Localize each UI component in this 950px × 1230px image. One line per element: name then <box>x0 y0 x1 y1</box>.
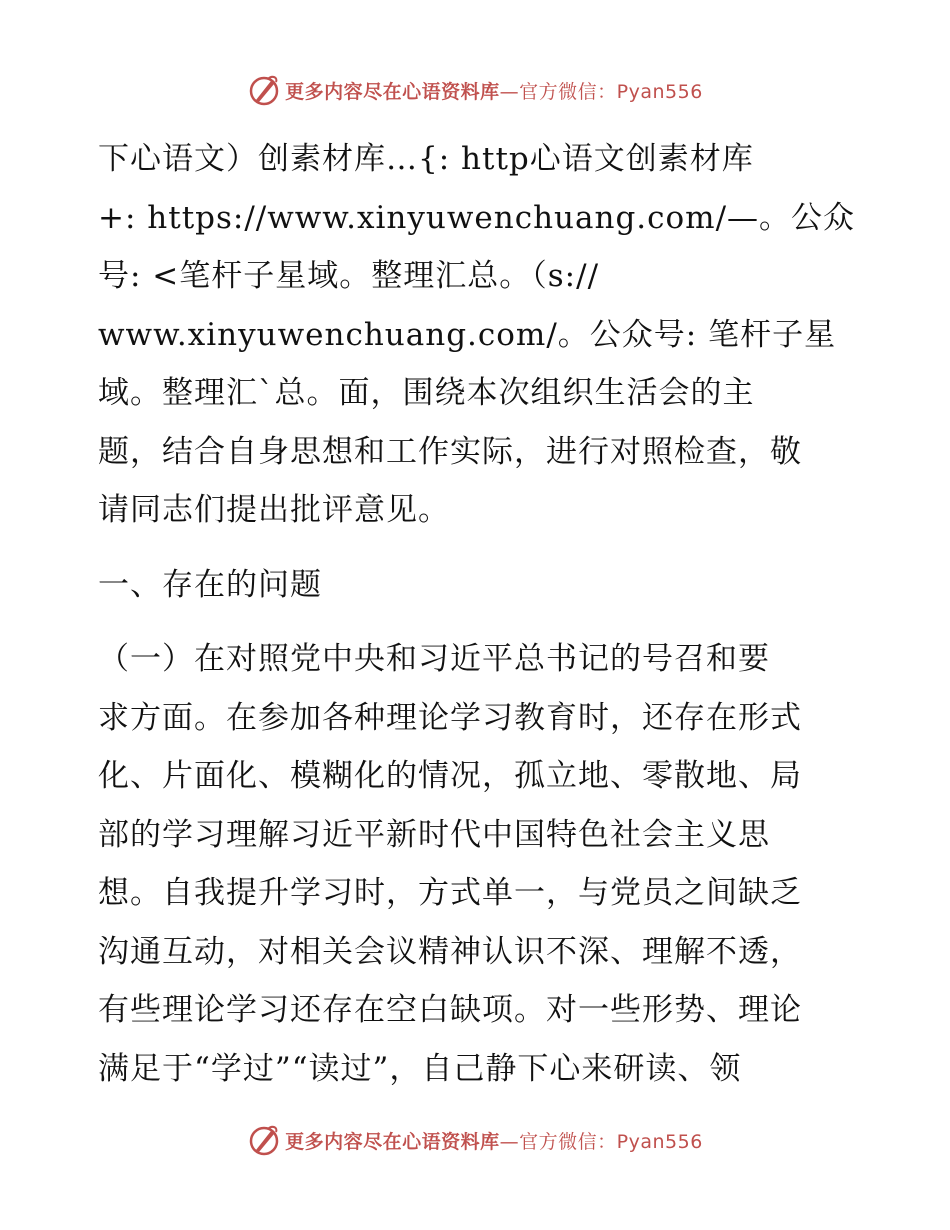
section-line: 满足于“学过”“读过”，自己静下心来研读、领 <box>98 1050 742 1087</box>
body-line: 域。整理汇`总。面，围绕本次组织生活会的主 <box>98 375 755 411</box>
section-line: 有些理论学习还存在空白缺项。对一些形势、理论 <box>98 992 802 1028</box>
body-line: 下心语文）创素材库…{: http心语文创素材库 <box>98 141 754 177</box>
section-line: 部的学习理解习近平新时代中国特色社会主义思 <box>98 816 770 853</box>
section-heading: 一、存在的问题 <box>98 566 322 603</box>
section-line: （一）在对照党中央和习近平总书记的号召和要 <box>98 641 770 677</box>
body-line: 请同志们提出批评意见。 <box>98 492 450 528</box>
pen-circle-logo-icon <box>247 73 281 107</box>
body-line: 题，结合自身思想和工作实际，进行对照检查，敬 <box>98 433 802 470</box>
section-line: 求方面。在参加各种理论学习教育时，还存在形式 <box>98 699 802 736</box>
header-banner-text: 更多内容尽在心语资料库—官方微信：Pyan556 <box>285 80 703 103</box>
pen-circle-logo-icon <box>247 1123 281 1157</box>
body-line: www.xinyuwenchuang.com/。公众号: 笔杆子星 <box>98 316 837 353</box>
body-line: 号: <笔杆子星域。整理汇总。（s:// <box>98 258 600 294</box>
footer-banner <box>0 1120 950 1160</box>
header-banner <box>0 70 950 110</box>
body-line: +: https://www.xinyuwenchuang.com/—。公众 <box>98 199 856 236</box>
document-body <box>98 130 858 1098</box>
section-line: 沟通互动，对相关会议精神认识不深、理解不透， <box>98 933 802 970</box>
section-line: 想。自我提升学习时，方式单一，与党员之间缺乏 <box>98 875 802 911</box>
section-line: 化、片面化、模糊化的情况，孤立地、零散地、局 <box>98 758 802 794</box>
footer-banner-text: 更多内容尽在心语资料库—官方微信：Pyan556 <box>285 1130 703 1153</box>
